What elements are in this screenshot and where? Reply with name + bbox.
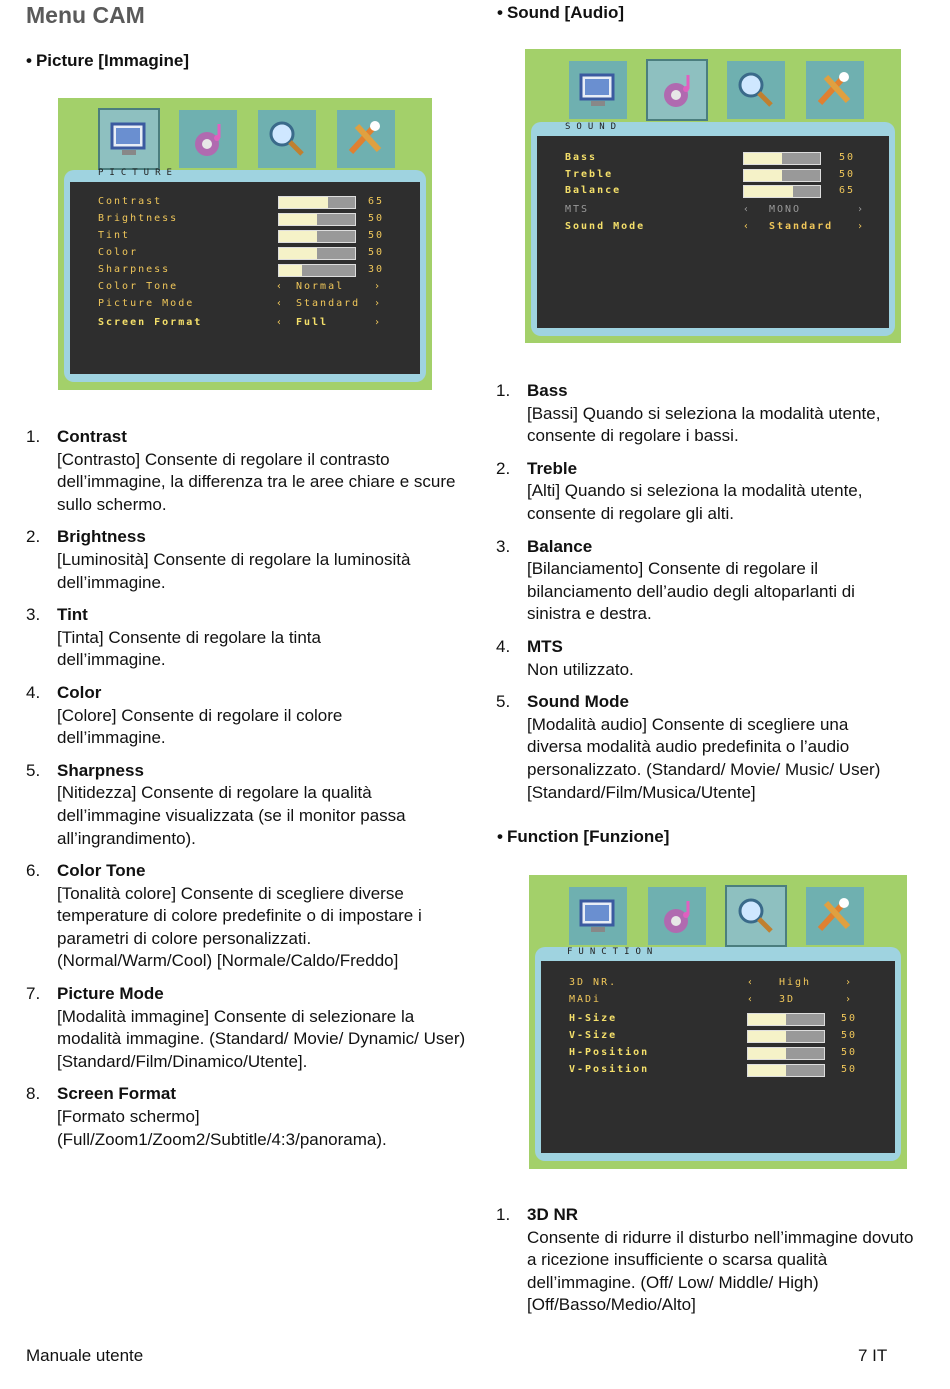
list-item [496, 636, 936, 681]
tab-sound [648, 61, 706, 119]
osd-level-bar [278, 213, 356, 226]
speaker-icon [654, 67, 700, 113]
item-number: 7. [26, 984, 41, 1004]
chevron-right-icon: › [374, 317, 383, 328]
item-number: 4. [26, 682, 41, 702]
item-description: [Bassi] Quando si seleziona la modalità utente, consente di regolare i bassi. [527, 403, 881, 446]
item-description: [Tonalità colore] Consente di scegliere diverse temperature di colore predefinite o di impostare i parametri di colore personalizzati. (Normal/Warm/Cool) [Normale/Caldo/Freddo] [57, 883, 422, 971]
osd-level-bar [278, 264, 356, 277]
list-item [26, 682, 466, 750]
list-item [496, 458, 936, 526]
tools-icon [812, 67, 858, 113]
osd-option-value: 3D [779, 994, 796, 1005]
tab-setup [337, 110, 395, 168]
osd-option-row [537, 202, 889, 219]
item-description: [Alti] Quando si seleziona la modalità utente, consente di regolare gli alti. [527, 481, 863, 523]
tab-picture [569, 61, 627, 119]
chevron-right-icon: › [857, 221, 866, 232]
osd-frame [64, 170, 426, 382]
osd-row-label: Color [98, 247, 139, 258]
osd-option-row [541, 975, 895, 992]
osd-screen [70, 182, 420, 374]
chevron-left-icon: ‹ [743, 221, 752, 232]
tab-sound [648, 887, 706, 945]
osd-option-row-selected [70, 315, 420, 332]
item-title: MTS [527, 636, 563, 656]
osd-option-row [537, 219, 889, 236]
osd-level-bar [743, 169, 821, 182]
item-description: [Modalità audio] Consente di scegliere una diversa modalità audio predefinita o l’audio personalizzato. (Standard/ Movie/ Music/ User) [Standard/Film/Musica/Utente] [527, 714, 881, 802]
list-item [26, 760, 466, 850]
list-item [496, 1204, 936, 1317]
osd-function-panel [529, 875, 907, 1169]
tab-picture [100, 110, 158, 168]
osd-row-value: 50 [368, 247, 385, 258]
item-number: 6. [26, 861, 41, 881]
osd-row [70, 228, 420, 245]
chevron-left-icon: ‹ [276, 298, 285, 309]
osd-option-row [541, 992, 895, 1009]
item-title: 3D NR [527, 1205, 579, 1224]
item-title: Screen Format [57, 1084, 177, 1104]
osd-frame-label: FUNCTION [567, 947, 659, 957]
monitor-icon [575, 67, 621, 113]
tab-function [727, 887, 785, 945]
osd-row [70, 194, 420, 211]
osd-row-label: Contrast [98, 196, 163, 207]
osd-level-fill [744, 153, 782, 164]
magnifier-icon [733, 67, 779, 113]
item-number: 5. [26, 760, 41, 780]
osd-level-fill [279, 214, 317, 225]
list-item [26, 604, 466, 672]
osd-row-label: Balance [565, 185, 622, 196]
chevron-right-icon: › [845, 994, 854, 1005]
item-description: Non utilizzato. [527, 659, 634, 679]
list-item [26, 526, 466, 594]
speaker-icon [185, 116, 231, 162]
item-number: 3. [26, 605, 41, 625]
item-title: Color [57, 682, 102, 702]
item-number: 2. [496, 458, 511, 478]
osd-row-label: H-Position [569, 1047, 650, 1058]
osd-level-bar [278, 230, 356, 243]
osd-row-label: Sharpness [98, 264, 171, 275]
osd-frame-label: PICTURE [98, 168, 178, 178]
osd-row [537, 167, 889, 184]
osd-option-label: MTS [565, 204, 590, 215]
osd-row-value: 30 [368, 264, 385, 275]
chevron-left-icon: ‹ [747, 994, 756, 1005]
osd-row-label: Treble [565, 169, 614, 180]
osd-option-value: Full [296, 317, 329, 328]
osd-option-label: Sound Mode [565, 221, 646, 232]
osd-row-label: H-Size [569, 1013, 618, 1024]
osd-option-row [70, 279, 420, 296]
chevron-left-icon: ‹ [276, 317, 285, 328]
osd-row [541, 1062, 895, 1079]
speaker-icon [654, 893, 700, 939]
osd-level-fill [279, 231, 317, 242]
picture-item-list [26, 426, 466, 1161]
osd-row-value: 50 [841, 1030, 858, 1041]
osd-option-row [70, 296, 420, 313]
tools-icon [812, 893, 858, 939]
osd-frame-label: SOUND [565, 122, 623, 132]
osd-level-bar [743, 185, 821, 198]
osd-option-value: High [779, 977, 812, 988]
item-description: [Bilanciamento] Consente di regolare il bilanciamento dell’audio degli altoparlanti di sinistra e destra. [527, 559, 855, 624]
item-description: Consente di ridurre il disturbo nell’immagine dovuto a ricezione insufficiente o scarsa qualità dell’immagine. (Off/ Low/ Middle/ High) [Off/Basso/Medio/Alto] [527, 1227, 914, 1315]
item-description: [Tinta] Consente di regolare la tinta dell’immagine. [57, 627, 321, 670]
monitor-icon [575, 893, 621, 939]
osd-level-fill [748, 1014, 786, 1025]
monitor-icon [106, 116, 152, 162]
osd-row-value: 50 [368, 230, 385, 241]
item-number: 1. [26, 427, 41, 446]
osd-row-value: 50 [841, 1013, 858, 1024]
list-item [26, 426, 466, 516]
item-title: Treble [527, 458, 578, 478]
item-description: [Modalità immagine] Consente di selezionare la modalità immagine. (Standard/ Movie/ Dynamic/ User) [Standard/Film/Dinamico/Utente]. [57, 1006, 466, 1071]
section-heading-sound-text: Sound [Audio] [506, 3, 625, 22]
item-number: 5. [496, 692, 511, 712]
osd-row [537, 150, 889, 167]
osd-level-bar [747, 1030, 825, 1043]
item-title: Tint [57, 605, 88, 625]
item-title: Color Tone [57, 861, 146, 881]
osd-row-value: 50 [841, 1064, 858, 1075]
tab-sound [179, 110, 237, 168]
osd-frame [535, 947, 901, 1161]
osd-row [70, 245, 420, 262]
osd-picture-panel [58, 98, 432, 390]
item-number: 1. [496, 1205, 511, 1224]
item-number: 4. [496, 636, 511, 656]
osd-level-fill [748, 1031, 786, 1042]
item-title: Bass [527, 381, 568, 400]
osd-option-value: Normal [296, 281, 345, 292]
magnifier-icon [733, 893, 779, 939]
item-number: 8. [26, 1084, 41, 1104]
list-item [496, 691, 936, 804]
osd-row-value: 50 [839, 169, 856, 180]
osd-row [541, 1045, 895, 1062]
section-heading-picture: • Picture [Immagine] [26, 51, 189, 70]
osd-option-value: Standard [769, 221, 834, 232]
osd-row [70, 262, 420, 279]
osd-row [70, 211, 420, 228]
osd-level-fill [748, 1065, 786, 1076]
item-description: [Contrasto] Consente di regolare il contrasto dell’immagine, la differenza tra le aree chiare e scure sullo schermo. [57, 449, 456, 514]
chevron-right-icon: › [845, 977, 854, 988]
chevron-right-icon: › [857, 204, 866, 215]
osd-option-value: Standard [296, 298, 361, 309]
osd-row-value: 65 [839, 185, 856, 196]
magnifier-icon [264, 116, 310, 162]
osd-screen [541, 961, 895, 1153]
section-heading-function: • Function [Funzione] [497, 827, 670, 846]
tab-picture [569, 887, 627, 945]
osd-sound-panel [525, 49, 901, 343]
osd-level-bar [747, 1013, 825, 1026]
item-description: [Luminosità] Consente di regolare la luminosità dell’immagine. [57, 549, 411, 592]
section-heading-function-text: Function [Funzione] [506, 827, 670, 846]
item-number: 1. [496, 381, 511, 400]
page-number: 7 IT [858, 1346, 888, 1365]
chevron-left-icon: ‹ [747, 977, 756, 988]
section-heading-picture-text: Picture [Immagine] [35, 51, 189, 70]
page-title: Menu CAM [26, 2, 145, 28]
osd-option-label: 3D NR. [569, 977, 618, 988]
item-description: [Colore] Consente di regolare il colore dell’immagine. [57, 705, 343, 748]
osd-option-label: Color Tone [98, 281, 179, 292]
item-number: 3. [496, 536, 511, 556]
osd-row [541, 1011, 895, 1028]
tab-function [258, 110, 316, 168]
osd-row-value: 65 [368, 196, 385, 207]
osd-level-fill [279, 248, 317, 259]
list-item [26, 983, 466, 1073]
item-title: Sound Mode [527, 692, 629, 712]
list-item [26, 860, 466, 973]
item-title: Sharpness [57, 760, 144, 780]
item-description: [Nitidezza] Consente di regolare la qualità dell’immagine visualizzata (se il monitor passa all’ingrandimento). [57, 783, 406, 848]
item-title: Picture Mode [57, 984, 164, 1004]
osd-option-label: MADi [569, 994, 602, 1005]
tab-function [727, 61, 785, 119]
function-item-list [496, 1204, 936, 1327]
osd-row-label: V-Size [569, 1030, 618, 1041]
sound-item-list [496, 380, 936, 814]
list-item [26, 1083, 466, 1151]
osd-row-label: V-Position [569, 1064, 650, 1075]
chevron-right-icon: › [374, 281, 383, 292]
osd-level-fill [744, 170, 782, 181]
osd-level-bar [278, 247, 356, 260]
osd-row-value: 50 [368, 213, 385, 224]
osd-option-label: Screen Format [98, 317, 203, 328]
osd-level-bar [743, 152, 821, 165]
osd-frame [531, 122, 895, 336]
item-title: Contrast [57, 427, 127, 446]
chevron-right-icon: › [374, 298, 383, 309]
osd-row-label: Bass [565, 152, 598, 163]
chevron-left-icon: ‹ [743, 204, 752, 215]
osd-row-label: Tint [98, 230, 131, 241]
osd-row-label: Brightness [98, 213, 179, 224]
osd-screen [537, 136, 889, 328]
section-heading-sound: • Sound [Audio] [497, 3, 625, 22]
osd-level-bar [747, 1047, 825, 1060]
osd-level-fill [279, 265, 302, 276]
osd-level-bar [747, 1064, 825, 1077]
item-title: Brightness [57, 527, 146, 547]
osd-level-fill [748, 1048, 786, 1059]
osd-level-bar [278, 196, 356, 209]
item-description: [Formato schermo] (Full/Zoom1/Zoom2/Subtitle/4:3/panorama). [57, 1107, 387, 1149]
osd-option-value: MONO [769, 204, 802, 215]
chevron-left-icon: ‹ [276, 281, 285, 292]
item-number: 2. [26, 527, 41, 547]
osd-level-fill [279, 197, 328, 208]
item-title: Balance [527, 536, 593, 556]
list-item [496, 380, 936, 448]
osd-row-value: 50 [839, 152, 856, 163]
footer-left: Manuale utente [26, 1346, 144, 1365]
osd-row-value: 50 [841, 1047, 858, 1058]
tab-setup [806, 61, 864, 119]
osd-level-fill [744, 186, 793, 197]
tools-icon [343, 116, 389, 162]
tab-setup [806, 887, 864, 945]
list-item [496, 536, 936, 626]
osd-option-label: Picture Mode [98, 298, 195, 309]
osd-row [537, 183, 889, 200]
osd-row [541, 1028, 895, 1045]
